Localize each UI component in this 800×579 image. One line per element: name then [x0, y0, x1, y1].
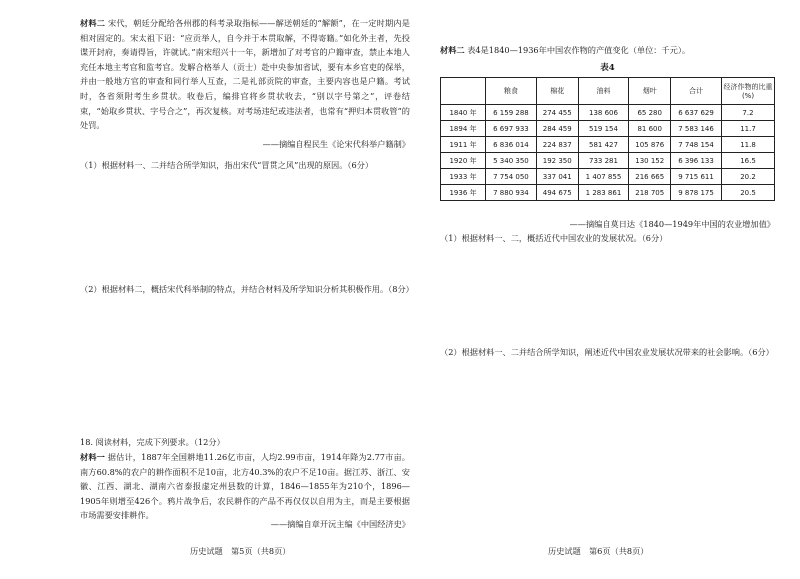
table-cell: 138 606 — [578, 105, 629, 121]
table-cell: 581 427 — [578, 137, 629, 153]
table-cell: 7 880 934 — [486, 185, 537, 201]
material-label: 材料二 — [440, 45, 465, 55]
table-cell: 6 396 133 — [671, 153, 722, 169]
table-cell: 1936 年 — [441, 185, 486, 201]
table-row — [441, 185, 775, 201]
citation: ——摘编自程民生《论宋代科举户籍制》 — [262, 139, 410, 149]
table-cell: 1840 年 — [441, 105, 486, 121]
material-text: 据估计，1887年全国耕地11.26亿市亩，人均2.99市亩，1914年降为2.77市亩。南方60.8%的农户的耕作面积不足10亩，北方40.3%的农户不足10亩。据江苏、浙江、安徽、江西、湖北、湖南六省泰报虚定州县数的计算，1846—1855年为210个，1896—1905年则增至426个。鸦片战争后，农民耕作的产品不再仅仅以自用为主，而是主要根据市场需要安排耕作。 — [80, 452, 410, 521]
table-cell: 494 675 — [536, 185, 578, 201]
table-cell: 6 637 629 — [671, 105, 722, 121]
material-label: 材料二 — [80, 18, 106, 28]
table-cell: 11.7 — [722, 121, 775, 137]
table-row — [441, 153, 775, 169]
page-footer: 历史试题 第5页（共8页） — [190, 546, 291, 556]
table-cell: 218 705 — [629, 185, 671, 201]
question-1: （1）根据材料一、二并结合所学知识，指出宋代“冒贯之风”出现的原因。（6分） — [80, 160, 374, 170]
table-cell: 9 715 611 — [671, 169, 722, 185]
table-cell: 192 350 — [536, 153, 578, 169]
material-text: 表4是1840—1936年中国农作物的产值变化（单位：千元）。 — [467, 45, 691, 55]
table-header: 棉花 — [536, 78, 578, 105]
table-title: 表4 — [600, 63, 615, 73]
table-cell: 519 154 — [578, 121, 629, 137]
material-2-paragraph — [80, 16, 410, 133]
table-cell: 733 281 — [578, 153, 629, 169]
question-18-header: 18. 阅读材料，完成下列要求。（12分） — [80, 437, 225, 447]
table-cell: 9 878 175 — [671, 185, 722, 201]
table-row — [441, 121, 775, 137]
table-cell: 7 748 154 — [671, 137, 722, 153]
table-cell: 20.2 — [722, 169, 775, 185]
table-cell: 6 697 933 — [486, 121, 537, 137]
table-cell: 6 159 288 — [486, 105, 537, 121]
table-cell: 5 340 350 — [486, 153, 537, 169]
table-cell: 1911 年 — [441, 137, 486, 153]
material-label: 材料一 — [80, 452, 106, 462]
table-row — [441, 137, 775, 153]
table-cell: 216 665 — [629, 169, 671, 185]
left-page — [80, 0, 414, 579]
table-row — [441, 169, 775, 185]
table-row — [441, 105, 775, 121]
table-cell: 284 459 — [536, 121, 578, 137]
table-cell: 105 876 — [629, 137, 671, 153]
right-page — [440, 0, 775, 579]
material-1-paragraph — [80, 450, 410, 523]
table-cell: 1 283 861 — [578, 185, 629, 201]
table-header: 合计 — [671, 78, 722, 105]
table-cell: 11.8 — [722, 137, 775, 153]
table-header-row — [441, 78, 775, 105]
table-header: 粮食 — [486, 78, 537, 105]
citation: ——摘编自莫日达《1840—1949年中国的农业增加值》 — [569, 219, 775, 229]
table-cell: 1920 年 — [441, 153, 486, 169]
question-2: （2）根据材料一、二并结合所学知识，阐述近代中国农业发展状况带来的社会影响。（6分） — [440, 347, 774, 357]
table-cell: 1894 年 — [441, 121, 486, 137]
material-2-intro — [440, 43, 775, 58]
table-header — [441, 78, 486, 105]
page-footer: 历史试题 第6页（共8页） — [548, 546, 649, 556]
citation: ——摘编自章开沅主编《中国经济史》 — [270, 519, 410, 529]
table-cell: 6 836 014 — [486, 137, 537, 153]
table-cell: 16.5 — [722, 153, 775, 169]
table-header: 烟叶 — [629, 78, 671, 105]
table-cell: 130 152 — [629, 153, 671, 169]
table-header: 经济作物的比重(%) — [722, 78, 775, 105]
table-cell: 224 837 — [536, 137, 578, 153]
table-header: 油料 — [578, 78, 629, 105]
table-cell: 81 600 — [629, 121, 671, 137]
table-cell: 65 280 — [629, 105, 671, 121]
table-cell: 1 407 855 — [578, 169, 629, 185]
table-cell: 7 754 050 — [486, 169, 537, 185]
question-1: （1）根据材料一、二，概括近代中国农业的发展状况。（6分） — [440, 233, 668, 243]
material-text: 宋代，朝廷分配给各州郡的科考录取指标——解送朝廷的“解额”，在一定时期内是相对固定的。宋太祖下诏：“应贡举人，自今并于本贯取解，不得寄籍。”如化外主者，先投谍开封府，奏请得旨，许就试。”南宋绍兴十一年，新增加了对考官的户籍审查，禁止本地人充任本地主考官和监考官。发解合格举人（贡士）赴中央参加省试，要有本乡官吏的保举，并由一般地方官的审查和同行举人互查，二是礼部贡院的审查，主要内容也是户籍。考试时，各省须附考生乡贯状。收卷后，编排官将乡贯状收去，“别以字号第之”，评卷结束，“始取乡贯状、字号合之”，再次复核。对考场违纪或违法者，也常有“押归本贯收管”的处罚。 — [80, 18, 410, 131]
table-cell: 337 041 — [536, 169, 578, 185]
question-2: （2）根据材料二，概括宋代科举制的特点，并结合材料及所学知识分析其积极作用。（8分） — [80, 284, 414, 294]
table-cell: 20.5 — [722, 185, 775, 201]
table-cell: 7.2 — [722, 105, 775, 121]
table-cell: 7 583 146 — [671, 121, 722, 137]
crop-value-table — [440, 77, 775, 201]
table-cell: 1933 年 — [441, 169, 486, 185]
table-cell: 274 455 — [536, 105, 578, 121]
